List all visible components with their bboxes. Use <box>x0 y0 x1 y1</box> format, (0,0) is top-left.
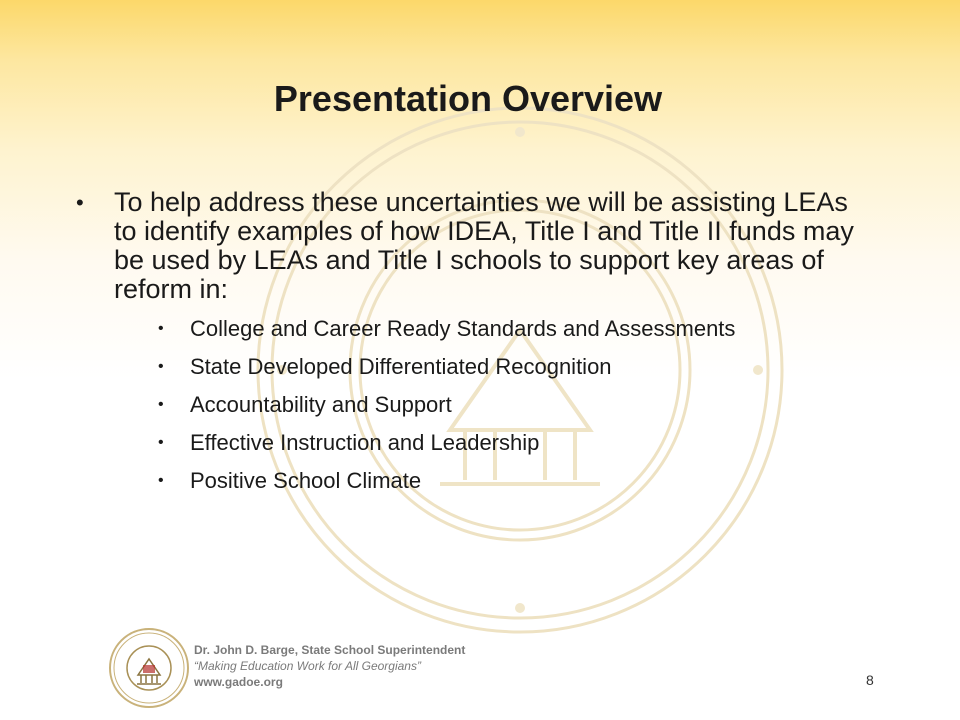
department-of-education-seal-logo <box>108 627 190 709</box>
sub-bullet <box>114 354 876 380</box>
sub-bullet <box>114 316 876 342</box>
page-number: 8 <box>866 672 874 688</box>
bullet-dot-icon: • <box>76 190 84 215</box>
footer-text <box>194 642 465 690</box>
bullet-dot-icon: • <box>158 396 164 413</box>
bullet-dot-icon: • <box>158 358 164 375</box>
sub-bullet-text: Effective Instruction and Leadership <box>190 430 540 455</box>
sub-bullet-list <box>114 316 876 494</box>
sub-bullet-text: State Developed Differentiated Recognition <box>190 354 612 379</box>
sub-bullet <box>114 392 876 418</box>
bullet-dot-icon: • <box>158 320 164 337</box>
footer-website-link[interactable]: www.gadoe.org <box>194 675 283 689</box>
footer-motto: “Making Education Work for All Georgians” <box>194 659 421 673</box>
sub-bullet <box>114 430 876 456</box>
sub-bullet-text: Positive School Climate <box>190 468 422 493</box>
sub-bullet <box>114 468 876 494</box>
bullet-dot-icon: • <box>158 434 164 451</box>
sub-bullet-text: Accountability and Support <box>190 392 452 417</box>
bullet-dot-icon: • <box>158 472 164 489</box>
footer-superintendent: Dr. John D. Barge, State School Superintendent <box>194 643 466 657</box>
slide-title: Presentation Overview <box>273 78 663 119</box>
sub-bullet-text: College and Career Ready Standards and Assessments <box>190 316 736 341</box>
main-bullet <box>76 188 876 494</box>
main-bullet-text: To help address these uncertainties we will be assisting LEAs to identify examples of how IDEA, Title I and Title II funds may be used by LEAs and Title I schools to support key areas of reform in: <box>114 187 854 304</box>
bullet-list <box>76 188 876 506</box>
